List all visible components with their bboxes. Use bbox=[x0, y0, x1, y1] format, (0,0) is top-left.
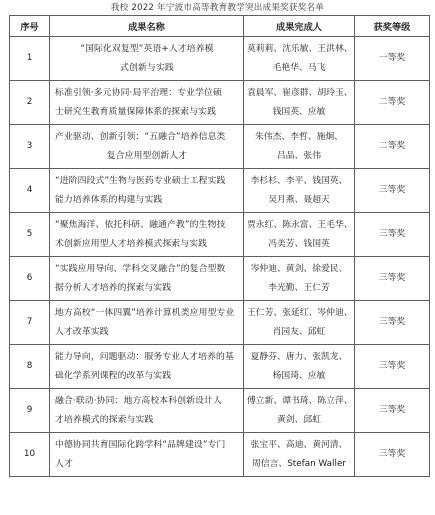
row-seq: 5 bbox=[10, 213, 50, 257]
row-people bbox=[244, 301, 355, 345]
row-level: 二等奖 bbox=[355, 81, 430, 125]
row-name bbox=[50, 125, 244, 169]
row-people bbox=[244, 37, 355, 81]
row-seq: 4 bbox=[10, 169, 50, 213]
row-name-line: 式创新与实践 bbox=[120, 62, 174, 73]
row-name-line: 术创新应用型人才培养模式探索与实践 bbox=[55, 238, 208, 249]
table-row bbox=[10, 345, 430, 389]
row-people-line: 肖园友、邱虹 bbox=[272, 326, 326, 337]
table-header-row bbox=[10, 16, 430, 37]
table-row bbox=[10, 125, 430, 169]
row-name bbox=[50, 81, 244, 125]
row-name bbox=[50, 345, 244, 389]
row-name-line: 础化学系列课程的改革与实践 bbox=[55, 370, 172, 381]
row-level: 三等奖 bbox=[355, 433, 430, 477]
row-people-line: 王仁芳、张延红、岑仲迪、 bbox=[247, 307, 353, 318]
row-level: 二等奖 bbox=[355, 125, 430, 169]
row-level: 三等奖 bbox=[355, 301, 430, 345]
row-people-line: 周信言、Stefan Waller bbox=[252, 458, 346, 469]
row-name bbox=[50, 389, 244, 433]
row-name-line: 产业驱动、创新引领：“五融合”培养信息类 bbox=[55, 131, 226, 142]
row-name-line: “实践应用导向、学科交叉融合”的复合型数 bbox=[55, 263, 226, 274]
row-people-line: 黄剑、邱虹 bbox=[277, 414, 321, 425]
row-people bbox=[244, 125, 355, 169]
row-level: 一等奖 bbox=[355, 37, 430, 81]
header-seq: 序号 bbox=[10, 16, 50, 37]
row-people-line: 毛艳华、马飞 bbox=[272, 62, 326, 73]
row-people bbox=[244, 169, 355, 213]
header-people: 成果完成人 bbox=[244, 16, 355, 37]
row-people bbox=[244, 257, 355, 301]
row-people-line: 李光勤、王仁芳 bbox=[268, 282, 330, 293]
document-title: 我校 2022 年宁波市高等教育教学突出成果奖获奖名单 bbox=[110, 3, 325, 13]
row-name bbox=[50, 169, 244, 213]
row-name bbox=[50, 301, 244, 345]
row-name-line: “国际化双复型”英语+人才培养模 bbox=[80, 43, 214, 54]
row-people bbox=[244, 433, 355, 477]
row-name bbox=[50, 257, 244, 301]
row-people-line: 朱伟杰、李哲、施炯、 bbox=[255, 131, 343, 142]
row-name bbox=[50, 433, 244, 477]
row-name-line: 能力导向，问题驱动：服务专业人才培养的基 bbox=[55, 351, 234, 362]
row-people-line: 杨国琦、应敏 bbox=[272, 370, 326, 381]
row-level: 三等奖 bbox=[355, 389, 430, 433]
table-row bbox=[10, 169, 430, 213]
row-name bbox=[50, 37, 244, 81]
row-name-line: “进阶四段式”生物与医药专业硕士工程实践 bbox=[55, 175, 226, 186]
table-row bbox=[10, 81, 430, 125]
row-name-line: 据分析人才培养的探索与实践 bbox=[55, 282, 172, 293]
table-row bbox=[10, 257, 430, 301]
row-people-line: 莫莉莉、沈乐敏、王洪林、 bbox=[247, 43, 353, 54]
table-row bbox=[10, 301, 430, 345]
row-name-line: 人才改革实践 bbox=[55, 326, 109, 337]
row-name-line: “聚焦海洋、依托科研、融通产教”的生物技 bbox=[55, 219, 226, 230]
row-name bbox=[50, 213, 244, 257]
row-name-line: 能力培养体系的构建与实践 bbox=[55, 194, 163, 205]
row-people-line: 傅立新、谭书琦、陈立萍、 bbox=[247, 395, 353, 406]
row-name-line: 中德协同共育国际化跨学科“品牌建设”专门 bbox=[55, 439, 226, 450]
row-people-line: 夏静芬、唐力、张凯龙、 bbox=[250, 351, 348, 362]
header-level: 获奖等级 bbox=[355, 16, 430, 37]
row-name-line: 标准引领·多元协同·局平治理：专业学位硕 bbox=[55, 87, 222, 98]
row-people-line: 张宝平、高迪、黄河清、 bbox=[250, 439, 348, 450]
table-row bbox=[10, 389, 430, 433]
table-row bbox=[10, 433, 430, 477]
row-name-line: 融合·联动·协同：地方高校本科创新设计人 bbox=[55, 395, 222, 406]
row-name-line: 人才 bbox=[55, 458, 73, 469]
row-name-line: 地方高校“一体四翼”培养计算机类应用型专业 bbox=[55, 307, 235, 318]
row-level: 三等奖 bbox=[355, 169, 430, 213]
row-seq: 8 bbox=[10, 345, 50, 389]
row-name-line: 士研究生教育质量保障体系的探索与实践 bbox=[55, 106, 217, 117]
row-people-line: 冯美芳、钱国英 bbox=[268, 238, 330, 249]
row-people-line: 岑仲迪、黄剑、徐爱民、 bbox=[250, 263, 348, 274]
row-people bbox=[244, 389, 355, 433]
header-name: 成果名称 bbox=[50, 16, 244, 37]
row-seq: 2 bbox=[10, 81, 50, 125]
row-people-line: 贾永红、陈永富、王毛华、 bbox=[247, 219, 353, 230]
row-level: 三等奖 bbox=[355, 345, 430, 389]
row-name-line: 复合应用型创新人才 bbox=[106, 150, 188, 161]
row-level: 三等奖 bbox=[355, 257, 430, 301]
awards-table bbox=[9, 15, 430, 477]
row-people-line: 钱国英、应敏 bbox=[272, 106, 326, 117]
row-people-line: 吕品、张伟 bbox=[277, 150, 321, 161]
row-people bbox=[244, 81, 355, 125]
row-seq: 9 bbox=[10, 389, 50, 433]
row-people-line: 袁晨军、崔彦群、胡玲玉、 bbox=[247, 87, 353, 98]
row-seq: 1 bbox=[10, 37, 50, 81]
row-people bbox=[244, 345, 355, 389]
row-level: 三等奖 bbox=[355, 213, 430, 257]
table-row bbox=[10, 37, 430, 81]
row-people bbox=[244, 213, 355, 257]
row-name-line: 才培养模式的探索与实践 bbox=[55, 414, 154, 425]
row-seq: 7 bbox=[10, 301, 50, 345]
row-seq: 3 bbox=[10, 125, 50, 169]
row-seq: 6 bbox=[10, 257, 50, 301]
row-people-line: 吴月燕、聂超天 bbox=[268, 194, 330, 205]
table-row bbox=[10, 213, 430, 257]
row-people-line: 李杉杉、李平、钱国英、 bbox=[250, 175, 348, 186]
row-seq: 10 bbox=[10, 433, 50, 477]
